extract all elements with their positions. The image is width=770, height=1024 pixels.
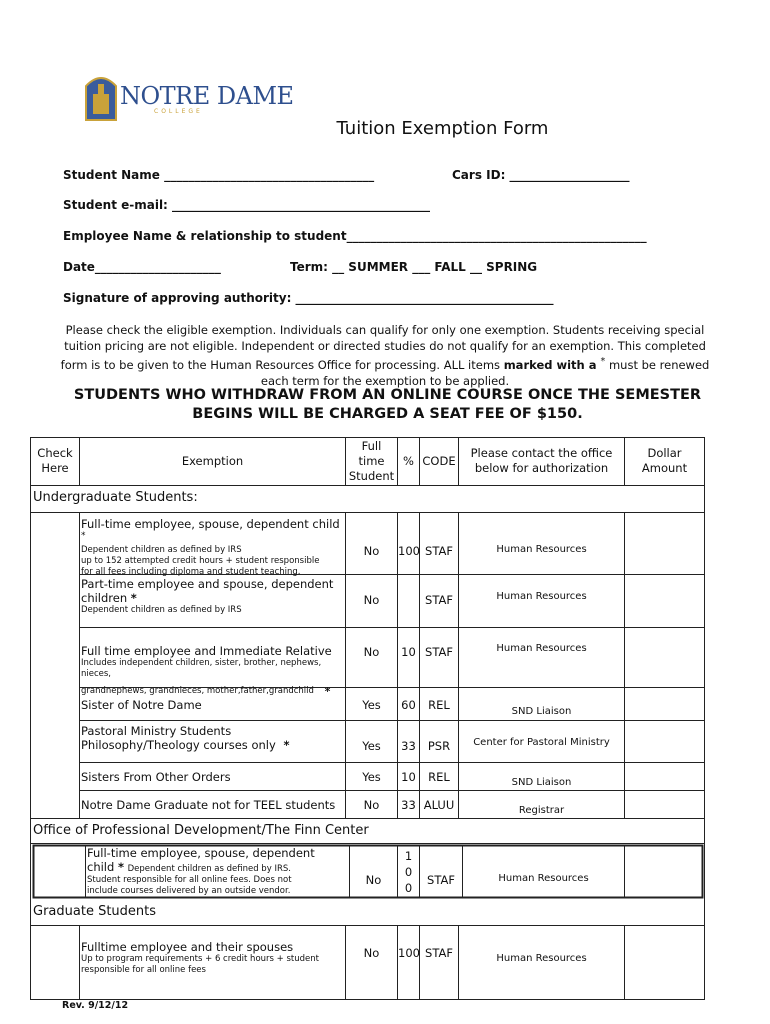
percent-value: 60 xyxy=(401,698,416,712)
header-code: CODE xyxy=(422,454,456,468)
code-value: ALUU xyxy=(423,798,455,812)
contact-office: Registrar xyxy=(518,805,565,816)
header-dollar-amount: Dollar Amount xyxy=(641,446,688,475)
contact-office: Human Resources xyxy=(496,544,587,555)
table-row[interactable]: Part-time employee and spouse, dependent children * Dependent children as defined by IRS xyxy=(81,577,334,615)
full-time-value: No xyxy=(363,946,380,960)
contact-office: SND Liaison xyxy=(511,706,572,717)
code-value: STAF xyxy=(427,873,455,887)
percent-value: 33 xyxy=(401,739,416,753)
percent-value: 100 xyxy=(398,544,420,558)
percent-value: 1 0 0 xyxy=(404,849,413,895)
table-row[interactable]: Pastoral Ministry Students Philosophy/Theology courses only * xyxy=(81,724,290,752)
contact-office: Human Resources xyxy=(496,953,587,964)
date-field[interactable]: Date_____________________ xyxy=(63,260,221,274)
code-value: STAF xyxy=(425,946,453,960)
full-time-value: No xyxy=(363,798,380,812)
table-row[interactable]: Full-time employee, spouse, dependent child * Dependent children as defined by IRS up to 152 attempted credit hours + student responsible for all fees including diploma and student teaching. xyxy=(81,517,340,577)
header-percent: % xyxy=(403,454,414,468)
signature-field[interactable]: Signature of approving authority: ___________________________________________ xyxy=(63,291,554,305)
check-here-cells[interactable] xyxy=(31,513,79,818)
logo-text: NOTRE DAME xyxy=(120,82,294,110)
student-name-field[interactable]: Student Name ___________________________________ xyxy=(63,168,375,182)
code-value: REL xyxy=(428,698,450,712)
contact-office: Human Resources xyxy=(498,873,589,884)
full-time-value: No xyxy=(363,645,380,659)
contact-office: Center for Pastoral Ministry xyxy=(473,737,610,748)
section-graduate: Graduate Students xyxy=(33,904,157,919)
full-time-value: No xyxy=(363,544,380,558)
contact-office: Human Resources xyxy=(496,591,587,602)
header-check-here: Check Here xyxy=(37,446,73,475)
percent-value: 100 xyxy=(398,946,420,960)
percent-value: 10 xyxy=(401,770,416,784)
withdraw-notice: STUDENTS WHO WITHDRAW FROM AN ONLINE COURSE ONCE THE SEMESTER BEGINS WILL BE CHARGED A SEAT FEE OF $150. xyxy=(73,387,702,422)
header-exemption: Exemption xyxy=(181,454,244,468)
section-professional-development: Office of Professional Development/The Finn Center xyxy=(33,823,369,838)
employee-relationship-field[interactable]: Employee Name & relationship to student__________________________________________________ xyxy=(63,229,647,243)
code-value: STAF xyxy=(425,544,453,558)
table-row[interactable]: Notre Dame Graduate not for TEEL students xyxy=(81,798,336,812)
percent-value: 10 xyxy=(401,645,416,659)
student-email-field[interactable]: Student e-mail: ___________________________________________ xyxy=(63,198,431,212)
contact-office: SND Liaison xyxy=(511,777,572,788)
full-time-value: Yes xyxy=(362,770,381,784)
table-row[interactable]: Sisters From Other Orders xyxy=(81,770,231,784)
cars-id-field[interactable]: Cars ID: ____________________ xyxy=(452,168,630,182)
instructions: Please check the eligible exemption. Individuals can qualify for only one exemption. Students receiving special tuition pricing are not eligible. Independent or directed studies do not qualify for an exemption. This completed form is to be given to the Human Resources Office for processing. ALL items marked with a * must be renewed each term for the exemption to be applied. xyxy=(60,323,710,388)
code-value: REL xyxy=(428,770,450,784)
code-value: STAF xyxy=(425,645,453,659)
term-field[interactable]: Term: __ SUMMER ___ FALL __ SPRING xyxy=(290,260,538,274)
form-title: Tuition Exemption Form xyxy=(336,118,549,139)
code-value: STAF xyxy=(425,593,453,607)
full-time-value: Yes xyxy=(362,698,381,712)
full-time-value: Yes xyxy=(362,739,381,753)
logo-subtext: COLLEGE xyxy=(154,108,203,115)
table-row[interactable]: Fulltime employee and their spouses Up to program requirements + 6 credit hours + student responsible for all online fees xyxy=(81,940,319,975)
full-time-value: No xyxy=(365,873,382,887)
code-value: PSR xyxy=(427,739,451,753)
full-time-value: No xyxy=(363,593,380,607)
section-undergraduate: Undergraduate Students: xyxy=(33,490,198,505)
table-row[interactable]: Sister of Notre Dame xyxy=(81,698,202,712)
percent-value: 33 xyxy=(401,798,416,812)
contact-office: Human Resources xyxy=(496,643,587,654)
header-full-time: Full time Student xyxy=(348,439,395,483)
table-row[interactable]: Full time employee and Immediate Relative Includes independent children, sister, brother, nephews, nieces, grandnephews, grandnieces, mother,father,grandchild * xyxy=(81,644,332,698)
revision-date: Rev. 9/12/12 xyxy=(62,1000,129,1011)
table-row[interactable]: Full-time employee, spouse, dependent child * Dependent children as defined by IRS. Student responsible for all online fees. Does not include courses delivered by an outside vendor. xyxy=(87,846,315,896)
header-contact: Please contact the office below for authorization xyxy=(470,446,613,475)
